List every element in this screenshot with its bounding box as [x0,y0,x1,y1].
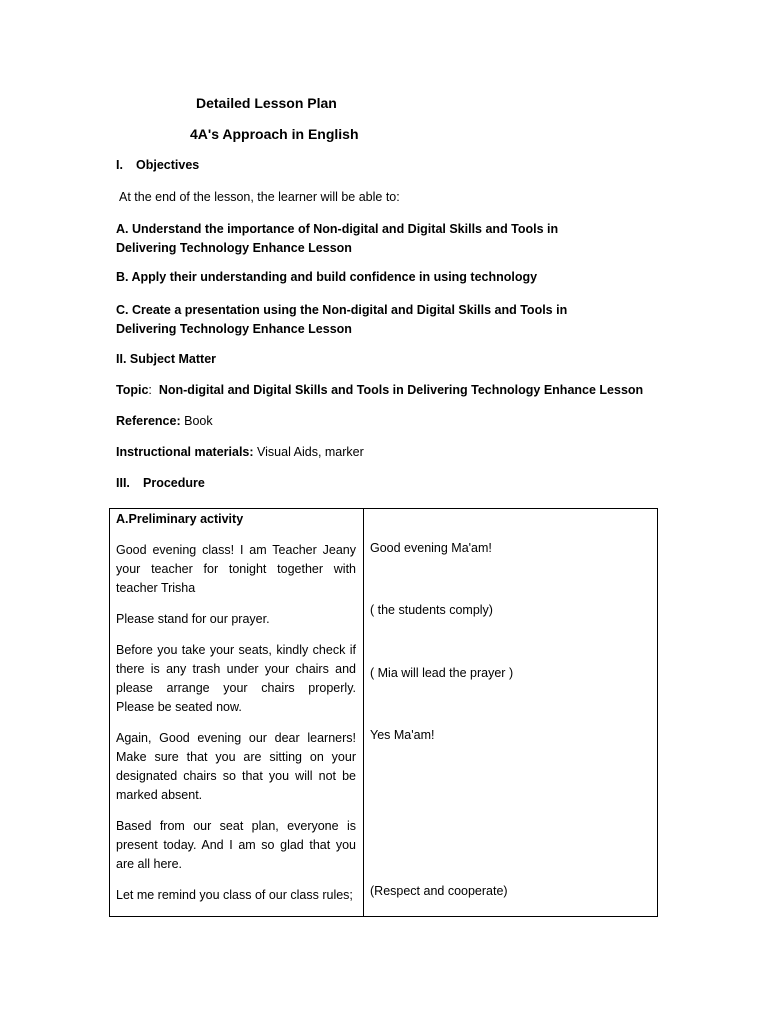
topic-separator: : [148,383,152,397]
reference-line [116,414,213,428]
procedure-table [109,508,658,917]
student-column [364,509,658,917]
materials-value: Visual Aids, marker [257,445,364,459]
document-title: Detailed Lesson Plan [196,95,337,111]
student-response-prayer-leader: ( Mia will lead the prayer ) [370,666,514,680]
topic-value: Non-digital and Digital Skills and Tools in Delivering Technology Enhance Lesson [158,383,644,397]
objectives-intro: At the end of the lesson, the learner will be able to: [119,190,400,204]
reference-label: Reference: [116,414,181,428]
objective-item-b: B. Apply their understanding and build confidence in using technology [116,270,538,284]
document-subtitle: 4A's Approach in English [190,126,359,142]
teacher-line-class-rules: Let me remind you class of our class rules; [116,888,353,902]
materials-label: Instructional materials: [116,445,254,459]
materials-line [116,445,364,459]
procedure-heading-number: III. [116,476,130,490]
student-response-greeting: Good evening Ma'am! [370,541,492,555]
student-response-comply: ( the students comply) [370,603,493,617]
teacher-line-greeting: Good evening class! I am Teacher Jeany your teacher for tonight together with teacher Trisha [116,543,356,595]
topic-line [116,383,643,397]
objectives-heading: Objectives [136,158,200,172]
procedure-heading: Procedure [143,476,205,490]
student-response-rules: (Respect and cooperate) [370,884,508,898]
teacher-line-seats: Before you take your seats, kindly check if there is any trash under your chairs and please arrange your chairs properly. Please be seated now. [116,643,356,714]
reference-value: Book [184,414,213,428]
subject-matter-heading: II. Subject Matter [116,352,217,366]
procedure-section-title: A.Preliminary activity [116,512,244,526]
objective-item-c: C. Create a presentation using the Non-digital and Digital Skills and Tools in Delivering Technology Enhance Lesson [116,303,568,336]
teacher-line-seat-plan: Based from our seat plan, everyone is present today. And I am so glad that you are all here. [116,819,356,871]
objective-item-a: A. Understand the importance of Non-digital and Digital Skills and Tools in Delivering Technology Enhance Lesson [116,222,559,255]
teacher-line-attendance-reminder: Again, Good evening our dear learners! Make sure that you are sitting on your designated chairs so that you will not be marked absent. [116,731,356,802]
objectives-heading-number: I. [116,158,123,172]
topic-label: Topic [116,383,149,397]
teacher-line-prayer: Please stand for our prayer. [116,612,270,626]
student-response-yes: Yes Ma'am! [370,728,435,742]
teacher-column [110,509,364,917]
